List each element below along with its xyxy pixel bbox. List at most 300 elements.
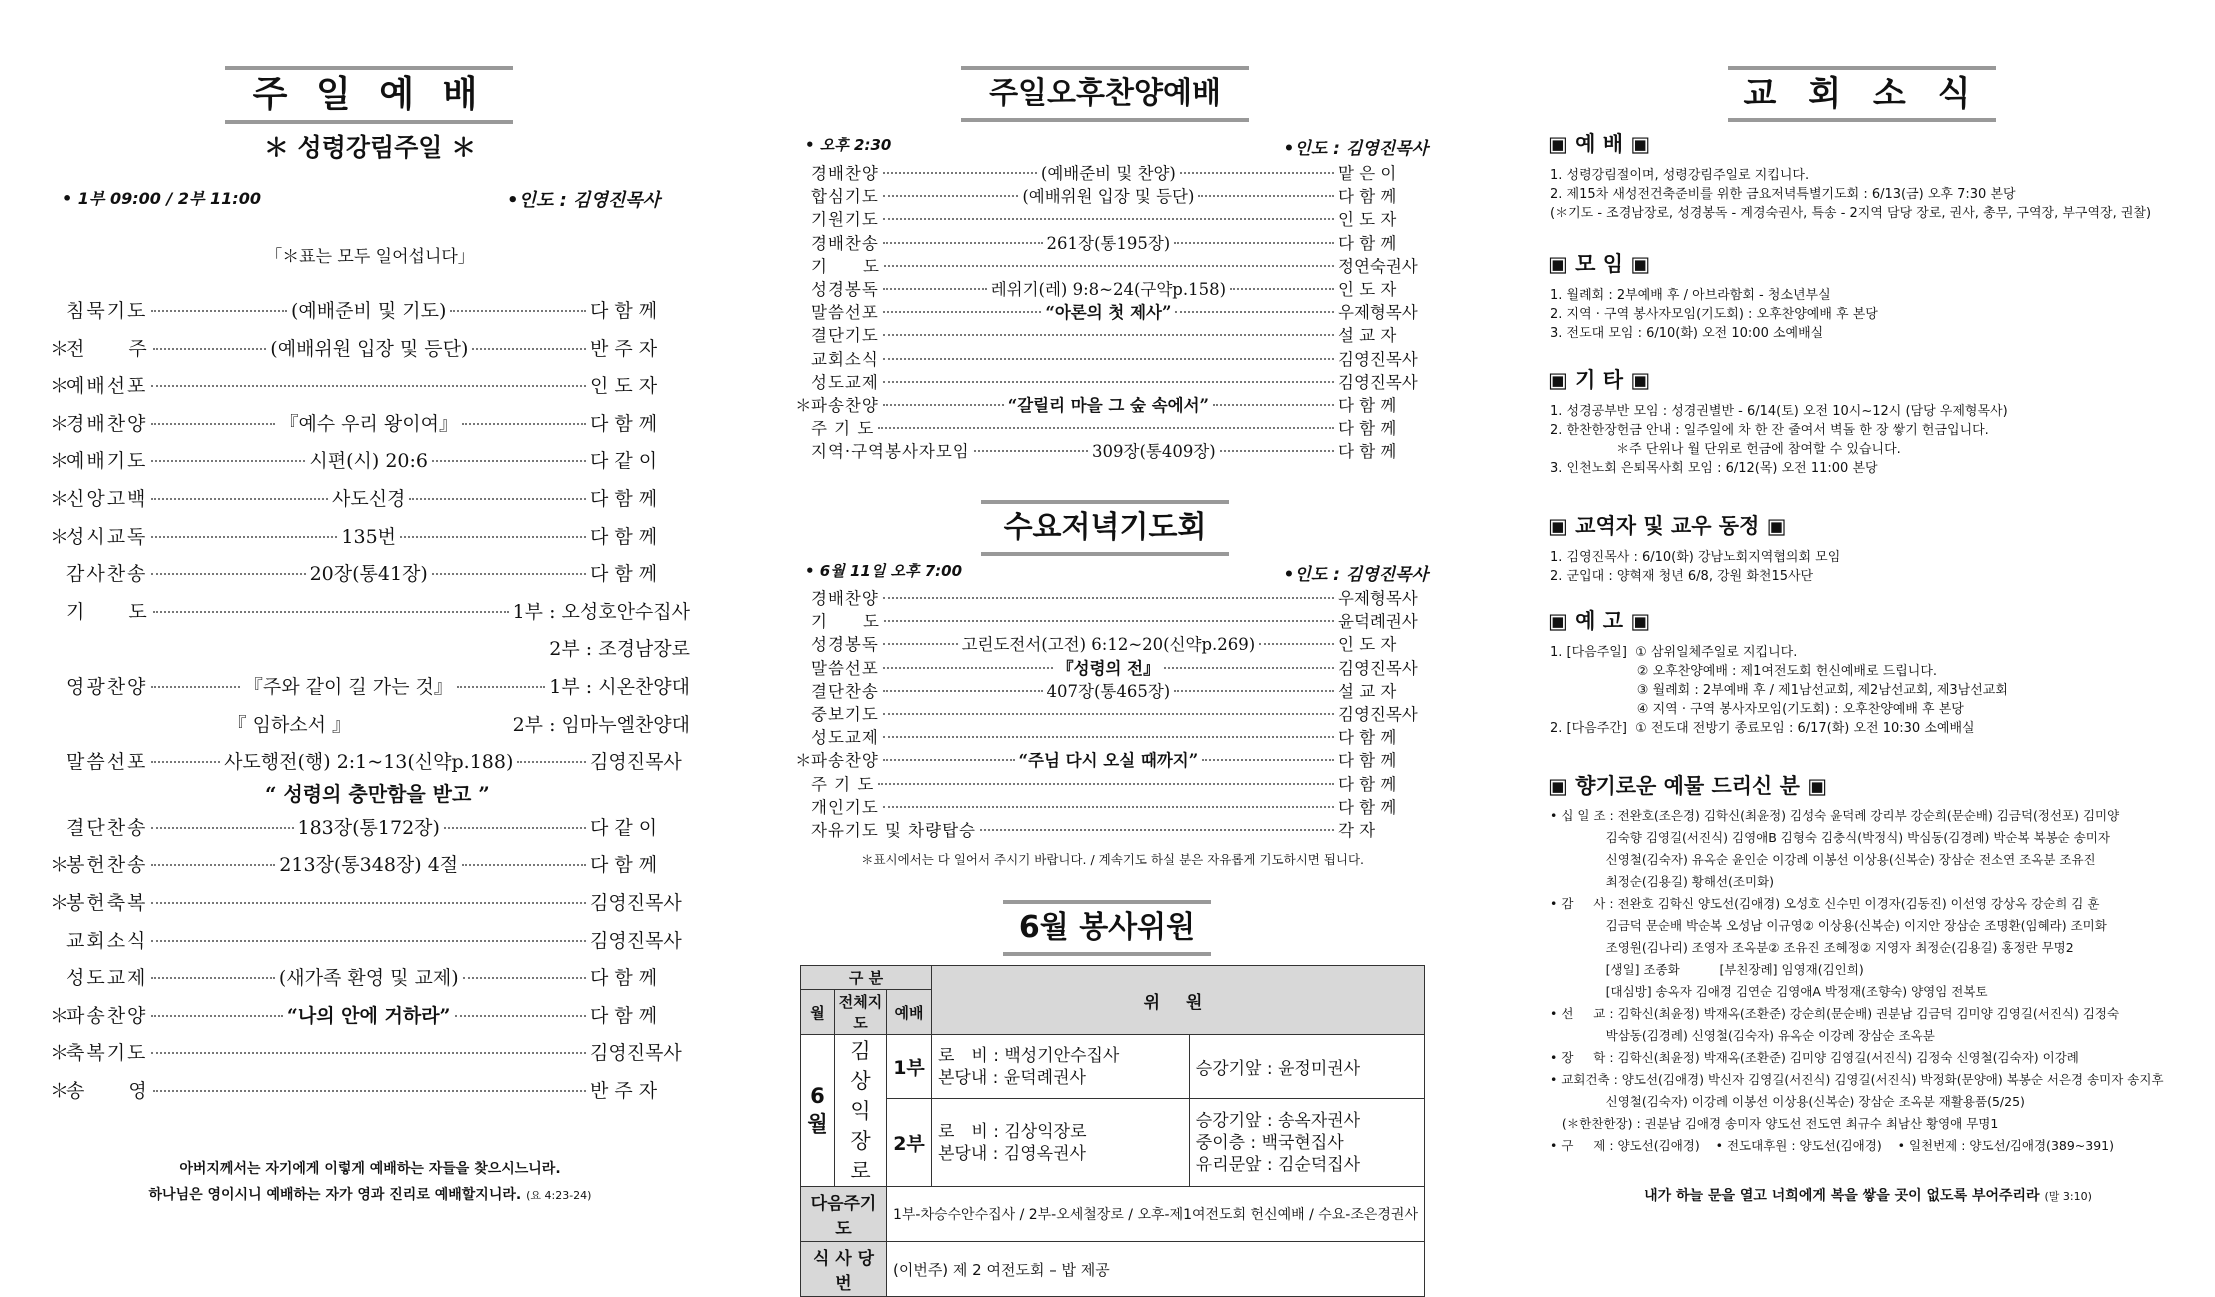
afternoon-order-row [795, 183, 1430, 207]
td-s1-left [932, 1035, 1190, 1099]
dot-leader [883, 643, 958, 645]
wednesday-order-row [795, 585, 1430, 609]
order-content: 고린도전서(고전) 6:12~20(신약p.269) [961, 635, 1256, 655]
june-volunteers-table [800, 965, 1425, 1297]
news-line: 조영원(김나리) 조영자 조옥분② 조유진 조혜정② 지영자 최정순(김용길) 홍정란 무명2 [1550, 940, 2074, 955]
order-person: 다 함 께 [590, 412, 658, 435]
order-person: 김영진목사 [590, 751, 682, 774]
order-person: 김영진목사 [1338, 705, 1418, 724]
dot-leader [883, 381, 1334, 383]
s2-sanctuary: 본당내 : 김영옥권사 [938, 1143, 1086, 1164]
dot-leader [151, 573, 305, 575]
news-line: • 선 교 : 김학신(최윤정) 박재옥(조환준) 강순희(문순배) 권분남 김금덕 김미양 김영길(서진식) 김정숙 [1550, 1006, 2120, 1021]
order-content: (예배위원 입장 및 등단) [1022, 187, 1195, 207]
news-line: 박삼동(김경례) 신영철(김숙자) 유옥순 이강례 장삼순 조옥분 [1550, 1028, 1935, 1043]
sunday-order-row [50, 1038, 690, 1065]
dot-leader [883, 736, 1334, 738]
order-person: 다 함 께 [1338, 797, 1397, 817]
sunday-order-row [50, 672, 690, 699]
wednesday-order-row [795, 678, 1430, 702]
standing-mark: ＊ [795, 751, 812, 771]
afternoon-order-row [795, 230, 1430, 254]
news-line: • 감 사 : 전완호 김학신 양도선(김애경) 오성호 신수민 이경자(김동진) 이선영 강상옥 강순희 김 훈 [1550, 896, 2100, 911]
closing-ref: (말 3:10) [2044, 1190, 2092, 1203]
dot-leader [883, 311, 1042, 313]
dot-leader [883, 288, 987, 290]
afternoon-order-row [795, 299, 1430, 323]
afternoon-order-row [795, 160, 1430, 184]
wednesday-order-row [795, 794, 1430, 818]
news-title-text: 교 회 소 식 [1743, 74, 1981, 114]
wednesday-order-row [795, 701, 1430, 725]
dot-leader [151, 460, 305, 462]
sunday-order-row [50, 296, 690, 323]
afternoon-order-row [795, 346, 1430, 370]
wednesday-title-text: 수요저녁기도회 [1003, 510, 1207, 545]
order-person: 인 도 자 [590, 375, 658, 398]
dot-leader [1213, 404, 1334, 406]
order-label: 성경봉독 [811, 635, 879, 655]
order-content: “갈릴리 마을 그 숲 속에서” [1007, 396, 1210, 415]
dot-leader [151, 977, 274, 979]
dot-leader [883, 218, 1334, 220]
order-person: 인 도 자 [1338, 210, 1397, 230]
order-person: 반 주 자 [590, 337, 658, 360]
wednesday-order-row [795, 655, 1430, 679]
standing-mark: ＊ [50, 412, 70, 435]
sunday-order-row [50, 334, 690, 361]
dot-leader [153, 1090, 586, 1092]
dot-leader [400, 536, 586, 538]
order-label: 침묵기도 [66, 300, 148, 322]
sunday-order-row [50, 710, 690, 737]
news-line: • 십 일 조 : 전완호(조은경) 김학신(최윤정) 김성숙 윤덕례 강리부 강순희(문순배) 김금덕(정선포) 김미양 [1550, 808, 2120, 823]
sunday-order-row [50, 371, 690, 398]
s1-lobby: 로 비 : 백성기안수집사 [938, 1045, 1120, 1066]
sunday-order-row [50, 409, 690, 436]
standing-mark: ＊ [50, 375, 70, 398]
sunday-order-row [50, 888, 690, 915]
afternoon-worship-title [961, 66, 1249, 122]
order-label: 중보기도 [811, 705, 879, 724]
order-content: 309장(통409장) [1092, 442, 1216, 462]
order-label: 성도교제 [811, 728, 879, 748]
dot-leader [980, 829, 1334, 831]
closing-text: 내가 하늘 문을 열고 너희에게 복을 쌓을 곳이 없도록 부어주리라 [1644, 1188, 2040, 1204]
dot-leader [883, 195, 1019, 197]
dot-leader [883, 358, 1334, 360]
order-person: 다 함 께 [590, 854, 658, 877]
news-line: [대심방] 송옥자 김애경 김연순 김영애A 박정재(조향숙) 양영임 전복토 [1550, 984, 1988, 999]
order-label: 주 기 도 [811, 774, 875, 794]
news-line: (＊기도 - 조경남장로, 성경봉독 - 계경숙권사, 특송 - 2지역 담당 장로, 권사, 총무, 구역장, 부구역장, 권찰) [1550, 206, 2152, 221]
sunday-order-row [50, 634, 690, 661]
order-label: 경배찬양 [811, 589, 879, 608]
order-label: 봉헌축복 [66, 892, 148, 914]
order-person: 다 같 이 [590, 816, 658, 839]
order-person: 다 함 께 [590, 1004, 658, 1027]
order-person: 다 함 께 [1338, 442, 1397, 462]
news-closing [1548, 1185, 2188, 1205]
dot-leader [1198, 195, 1334, 197]
order-person: 다 함 께 [590, 300, 658, 322]
dot-leader [409, 498, 586, 500]
news-line: (＊한찬한장) : 권분남 김애경 송미자 양도선 전도연 최규수 최남산 황영애 무명1 [1550, 1116, 1999, 1131]
order-label: 성도교제 [66, 967, 148, 990]
dot-leader [883, 713, 1334, 715]
dot-leader [884, 620, 1334, 622]
order-person: 맡 은 이 [1338, 164, 1397, 183]
order-label: 기 도 [66, 600, 149, 623]
order-label: 말씀선포 [66, 751, 148, 774]
dot-leader [151, 1015, 283, 1017]
sunday-order-row [50, 597, 690, 624]
dot-leader [151, 827, 293, 829]
s1-sanctuary: 본당내 : 윤덕례권사 [938, 1067, 1086, 1088]
order-person: 반 주 자 [590, 1080, 658, 1102]
news-line: ③ 월례회 : 2부예배 후 / 제1남선교회, 제2남선교회, 제3남선교회 [1550, 683, 2008, 698]
order-label: 주 기 도 [811, 419, 875, 439]
dot-leader [151, 423, 275, 425]
order-person: 우제형목사 [1338, 589, 1418, 608]
order-person: 다 함 께 [1338, 774, 1397, 794]
order-person: 김영진목사 [1338, 349, 1418, 369]
order-label: 말씀선포 [811, 658, 879, 678]
june-title-text: 6월 봉사위원 [1018, 910, 1196, 945]
dot-leader [1174, 242, 1334, 244]
afternoon-leader: •인도 : 김영진목사 [1283, 139, 1428, 159]
dot-leader [883, 597, 1334, 599]
order-label: 파송찬양 [811, 396, 879, 415]
dot-leader [1174, 690, 1334, 692]
order-content: 시편(시) 20:6 [309, 450, 429, 473]
td-leader: 김상익장로 [834, 1035, 886, 1187]
order-label: 성경봉독 [811, 280, 879, 299]
sunday-verse-text: 하나님은 영이시니 예배하는 자가 영과 진리로 예배할지니라. [148, 1187, 522, 1203]
order-person: 다 함 께 [1338, 419, 1397, 439]
s2-lobby: 로 비 : 김상익장로 [938, 1121, 1087, 1142]
news-line: 신영철(김숙자) 유옥순 윤인순 이강례 이봉선 이상용(신복순) 장삼순 전소연 조옥분 조유진 [1550, 852, 2096, 867]
order-person: 다 함 께 [1338, 396, 1397, 415]
afternoon-title-text: 주일오후찬양예배 [989, 76, 1221, 111]
dot-leader [455, 1015, 587, 1017]
dot-leader [151, 310, 287, 312]
news-line: 신영철(김숙자) 이강례 이봉선 이상용(신복순) 장삼순 조옥분 재활용품(5/25) [1550, 1094, 2025, 1109]
news-line: • 교회건축 : 양도선(김애경) 박신자 김영길(서진식) 김영길(서진식) 박정화(문양애) 복봉순 서은경 송미자 송지후 [1550, 1072, 2164, 1087]
dot-leader [883, 759, 1015, 761]
order-content: 『예수 우리 왕이여』 [279, 412, 458, 435]
dot-leader [462, 423, 586, 425]
dot-leader [517, 761, 586, 763]
order-label: 결단찬송 [811, 681, 879, 701]
order-person: 2부 : 조경남장로 [549, 638, 690, 661]
order-label: 봉헌찬송 [66, 854, 148, 877]
standing-mark: ＊ [50, 1080, 70, 1102]
dot-leader [1230, 288, 1334, 290]
standing-mark: ＊ [50, 450, 70, 473]
order-content: 레위기(레) 9:8~24(구약p.158) [990, 280, 1227, 299]
td-service-1: 1부 [886, 1035, 931, 1099]
afternoon-order-row [795, 392, 1430, 416]
order-content: 407장(통465장) [1046, 681, 1171, 701]
td-meal-value: (이번주) 제 2 여전도회 – 밥 제공 [886, 1242, 1424, 1297]
news-line: 3. 전도대 모임 : 6/10(화) 오전 10:00 소예배실 [1550, 326, 1824, 341]
dot-leader [883, 404, 1004, 406]
news-line: 1. 성경공부반 모임 : 성경권별반 - 6/14(토) 오전 10시~12시 (담당 우제형목사) [1550, 404, 2008, 419]
dot-leader [1220, 450, 1334, 452]
news-line: 1. 김영진목사 : 6/10(화) 강남노회지역협의회 모임 [1550, 550, 1841, 565]
dot-leader [883, 334, 1334, 336]
order-label: 영광찬양 [66, 676, 148, 698]
order-label: 예배선포 [66, 375, 148, 398]
order-content: 사도행전(행) 2:1~13(신약p.188) [224, 751, 514, 774]
order-label: 성도교제 [811, 372, 879, 392]
sunday-title-text: 주 일 예 배 [252, 74, 486, 115]
order-content: 213장(통348장) 4절 [279, 854, 459, 877]
news-line: 2. 한찬한장헌금 안내 : 일주일에 차 한 잔 줄여서 벽돌 한 장 쌓기 헌금입니다. [1550, 423, 1989, 438]
dot-leader [151, 761, 220, 763]
order-label: 예배기도 [66, 450, 148, 473]
order-content: (예배준비 및 기도) [291, 300, 447, 322]
afternoon-order-row [795, 276, 1430, 300]
afternoon-time: • 오후 2:30 [805, 136, 892, 154]
order-person: 1부 : 오성호안수집사 [512, 600, 690, 623]
td-s1-right: 승강기앞 : 윤정미권사 [1189, 1035, 1424, 1099]
s2-glassdoor: 유리문앞 : 김순덕집사 [1195, 1154, 1361, 1175]
td-month: 6월 [801, 1035, 835, 1187]
order-label: 말씀선포 [811, 303, 879, 323]
dot-leader [151, 902, 586, 904]
news-line: 김숙향 김영길(서진식) 김영애B 김형숙 김충식(박정식) 박심동(김경례) 박순복 복봉순 송미자 [1550, 830, 2110, 845]
afternoon-order-row [795, 415, 1430, 439]
standing-mark: ＊ [795, 396, 812, 415]
news-section-heading: ▣ 모 임 ▣ [1548, 252, 1651, 276]
order-person: 인 도 자 [1338, 280, 1397, 299]
order-label: 경배찬양 [66, 412, 148, 435]
order-content: 183장(통172장) [297, 816, 440, 839]
order-person: 김영진목사 [590, 929, 682, 952]
order-content: “나의 안에 거하라” [286, 1004, 451, 1027]
order-content: 『 임하소서 』 [227, 713, 352, 736]
sunday-order-row [50, 522, 690, 549]
dot-leader [1202, 759, 1334, 761]
afternoon-order-row [795, 253, 1430, 277]
standing-mark: ＊ [50, 892, 70, 914]
dot-leader [463, 977, 586, 979]
wednesday-order-row [795, 747, 1430, 771]
dot-leader [974, 450, 1088, 452]
sunday-order-row [50, 963, 690, 990]
order-label: 교회소식 [811, 349, 879, 369]
td-service-2: 2부 [886, 1099, 931, 1187]
order-content: 사도신경 [332, 488, 406, 510]
dot-leader [432, 460, 586, 462]
order-person: 다 함 께 [1338, 728, 1397, 748]
order-person: 윤덕례권사 [1338, 612, 1418, 632]
afternoon-order-row [795, 322, 1430, 346]
order-content: 135번 [341, 525, 397, 548]
order-content: 『주와 같이 길 가는 것』 [243, 676, 453, 698]
order-label: 축복기도 [66, 1042, 148, 1065]
order-label: 전 주 [66, 337, 149, 360]
dot-leader [151, 498, 328, 500]
order-person: 다 함 께 [1338, 187, 1397, 207]
sunday-worship-title [225, 66, 513, 124]
news-line: [생일] 조종화 [부친장례] 임영재(김인희) [1550, 962, 1864, 977]
news-line: 1. 성령강림절이며, 성령강림주일로 지킵니다. [1550, 168, 1810, 183]
news-line: 3. 인천노회 은퇴목사회 모임 : 6/12(목) 오전 11:00 본당 [1550, 461, 1878, 476]
news-section-heading: ▣ 교역자 및 교우 동정 ▣ [1548, 514, 1787, 538]
afternoon-order-row [795, 369, 1430, 393]
order-content: “아론의 첫 제사” [1045, 303, 1172, 323]
dot-leader [1175, 311, 1334, 313]
s2-mezzanine: 중이층 : 백국현집사 [1195, 1132, 1344, 1153]
order-label: 기원기도 [811, 210, 879, 230]
td-next-value: 1부-차승수안수집사 / 2부-오세철장로 / 오후-제1여전도회 헌신예배 / 수요-조은경권사 [886, 1187, 1424, 1242]
news-line: ＊주 단위나 월 단위로 헌금에 참여할 수 있습니다. [1550, 442, 1901, 457]
sunday-verse-line1: 아버지께서는 자기에게 이렇게 예배하는 자들을 찾으시느니라. [179, 1161, 561, 1177]
td-s2-left [932, 1099, 1190, 1187]
order-person: 다 함 께 [590, 525, 658, 548]
dot-leader [472, 348, 586, 350]
sunday-verse-line2 [50, 1184, 690, 1204]
order-person: 다 함 께 [590, 488, 658, 510]
dot-leader [883, 690, 1043, 692]
standing-mark: ＊ [50, 1042, 70, 1065]
dot-leader [432, 573, 586, 575]
june-volunteers-title [1003, 900, 1211, 956]
sunday-verse-ref: (요 4:23-24) [526, 1189, 592, 1202]
dot-leader [450, 310, 586, 312]
wednesday-order-row [795, 724, 1430, 748]
standing-mark: ＊ [50, 1004, 70, 1027]
order-label: 감사찬송 [66, 563, 148, 586]
standing-mark: ＊ [50, 854, 70, 877]
dot-leader [1180, 172, 1334, 174]
wednesday-leader: •인도 : 김영진목사 [1283, 565, 1428, 585]
order-content: (예배위원 입장 및 등단) [270, 337, 469, 360]
standing-mark: ＊ [50, 525, 70, 548]
dot-leader [151, 1052, 586, 1054]
order-person: 인 도 자 [1338, 635, 1397, 655]
afternoon-order-row [795, 206, 1430, 230]
news-line: 2. 군입대 : 양혁재 청년 6/8, 강원 화천15사단 [1550, 569, 1814, 584]
afternoon-wednesday-column [795, 0, 1430, 1294]
sunday-time: • 1부 09:00 / 2부 11:00 [62, 189, 261, 208]
order-label: 결단찬송 [66, 816, 148, 839]
dot-leader [1164, 667, 1334, 669]
order-label: 성시교독 [66, 525, 148, 548]
news-line: 최정순(김용길) 황해선(조미화) [1550, 874, 1775, 889]
dot-leader [883, 172, 1037, 174]
news-section-heading: ▣ 예 고 ▣ [1548, 609, 1651, 633]
order-label: 경배찬양 [811, 164, 879, 183]
wednesday-order-row [795, 631, 1430, 655]
order-person: 김영진목사 [1338, 658, 1418, 678]
order-label: 결단기도 [811, 326, 879, 346]
order-person: 다 같 이 [590, 450, 658, 473]
th-service: 예배 [886, 990, 931, 1035]
order-person: 다 함 께 [1338, 751, 1397, 771]
order-label: 자유기도 및 차량탑승 [811, 821, 976, 840]
news-line: • 장 학 : 김학신(최윤정) 박재옥(조환준) 김미양 김영길(서진식) 김정숙 신영철(김숙자) 이강례 [1550, 1050, 2079, 1065]
church-news-title [1728, 66, 1996, 122]
sunday-order-row [50, 446, 690, 473]
order-person: 다 함 께 [590, 967, 658, 990]
dot-leader [151, 864, 275, 866]
order-content: 『성령의 전』 [1057, 658, 1160, 678]
order-label: 기 도 [811, 256, 880, 276]
order-label: 경배찬송 [811, 233, 879, 253]
wednesday-order-row [795, 608, 1430, 632]
sunday-worship-column [50, 0, 690, 1240]
sunday-order-row [50, 559, 690, 586]
th-members: 위 원 [932, 966, 1425, 1035]
order-label: 송 영 [66, 1080, 149, 1102]
order-person: 설 교 자 [1338, 681, 1397, 701]
sunday-sermon-title: “ 성령의 충만함을 받고 ” [265, 782, 490, 806]
order-label: 파송찬양 [811, 751, 879, 771]
order-content: 261장(통195장) [1046, 233, 1171, 253]
th-month: 월 [801, 990, 835, 1035]
church-news-column [1548, 0, 2188, 1240]
dot-leader [884, 265, 1334, 267]
news-line: ② 오후찬양예배 : 제1여전도회 헌신예배로 드립니다. [1550, 664, 1938, 679]
order-person: 다 함 께 [1338, 233, 1397, 253]
order-label: 지역·구역봉사자모임 [811, 442, 970, 462]
order-person: 김영진목사 [590, 1042, 682, 1065]
sunday-order-row [50, 1001, 690, 1028]
dot-leader [462, 864, 586, 866]
dot-leader [457, 686, 545, 688]
sunday-order-row [50, 850, 690, 877]
dot-leader [153, 348, 267, 350]
news-line: • 구 제 : 양도선(김애경) • 전도대후원 : 양도선(김애경) • 일천번제 : 양도선/김애경(389~391) [1550, 1138, 2115, 1153]
wednesday-time: • 6월 11일 오후 7:00 [805, 562, 963, 580]
wednesday-order-row [795, 771, 1430, 795]
standing-mark: ＊ [50, 337, 70, 360]
sunday-order-row [50, 484, 690, 511]
dot-leader [153, 611, 509, 613]
news-line: 김금덕 문순배 박순복 오성남 이규영② 이상용(신복순) 이지안 장삼순 조명환(임혜라) 조미화 [1550, 918, 2107, 933]
s2-elevator: 승강기앞 : 송옥자권사 [1195, 1110, 1361, 1131]
dot-leader [883, 667, 1053, 669]
dot-leader [151, 940, 586, 942]
order-label: 신앙고백 [66, 488, 148, 510]
dot-leader [883, 806, 1334, 808]
dot-leader [151, 536, 337, 538]
afternoon-order-row [795, 438, 1430, 462]
th-leader: 전체지도 [834, 990, 886, 1035]
order-label: 개인기도 [811, 797, 879, 817]
news-line: ④ 지역 · 구역 봉사자모임(기도회) : 오후찬양예배 후 본당 [1550, 702, 1964, 717]
order-label: 교회소식 [66, 929, 148, 952]
dot-leader [878, 427, 1334, 429]
sunday-subtitle: ＊ 성령강림주일 ＊ [263, 133, 477, 162]
dot-leader [151, 686, 239, 688]
sunday-order-row [50, 926, 690, 953]
dot-leader [444, 827, 586, 829]
order-person: 1부 : 시온찬양대 [549, 676, 690, 698]
wednesday-footnote: ＊표시에서는 다 일어서 주시기 바랍니다. / 계속기도 하실 분은 자유롭게 기도하시면 됩니다. [860, 852, 1365, 867]
order-person: 김영진목사 [1338, 372, 1418, 392]
dot-leader [1259, 643, 1334, 645]
order-label: 합심기도 [811, 187, 879, 207]
order-person: 각 자 [1338, 821, 1376, 840]
sunday-leader: •인도 : 김영진목사 [507, 190, 660, 211]
order-person: 정연숙권사 [1338, 256, 1418, 276]
order-content: “주님 다시 오실 때까지” [1018, 751, 1199, 771]
